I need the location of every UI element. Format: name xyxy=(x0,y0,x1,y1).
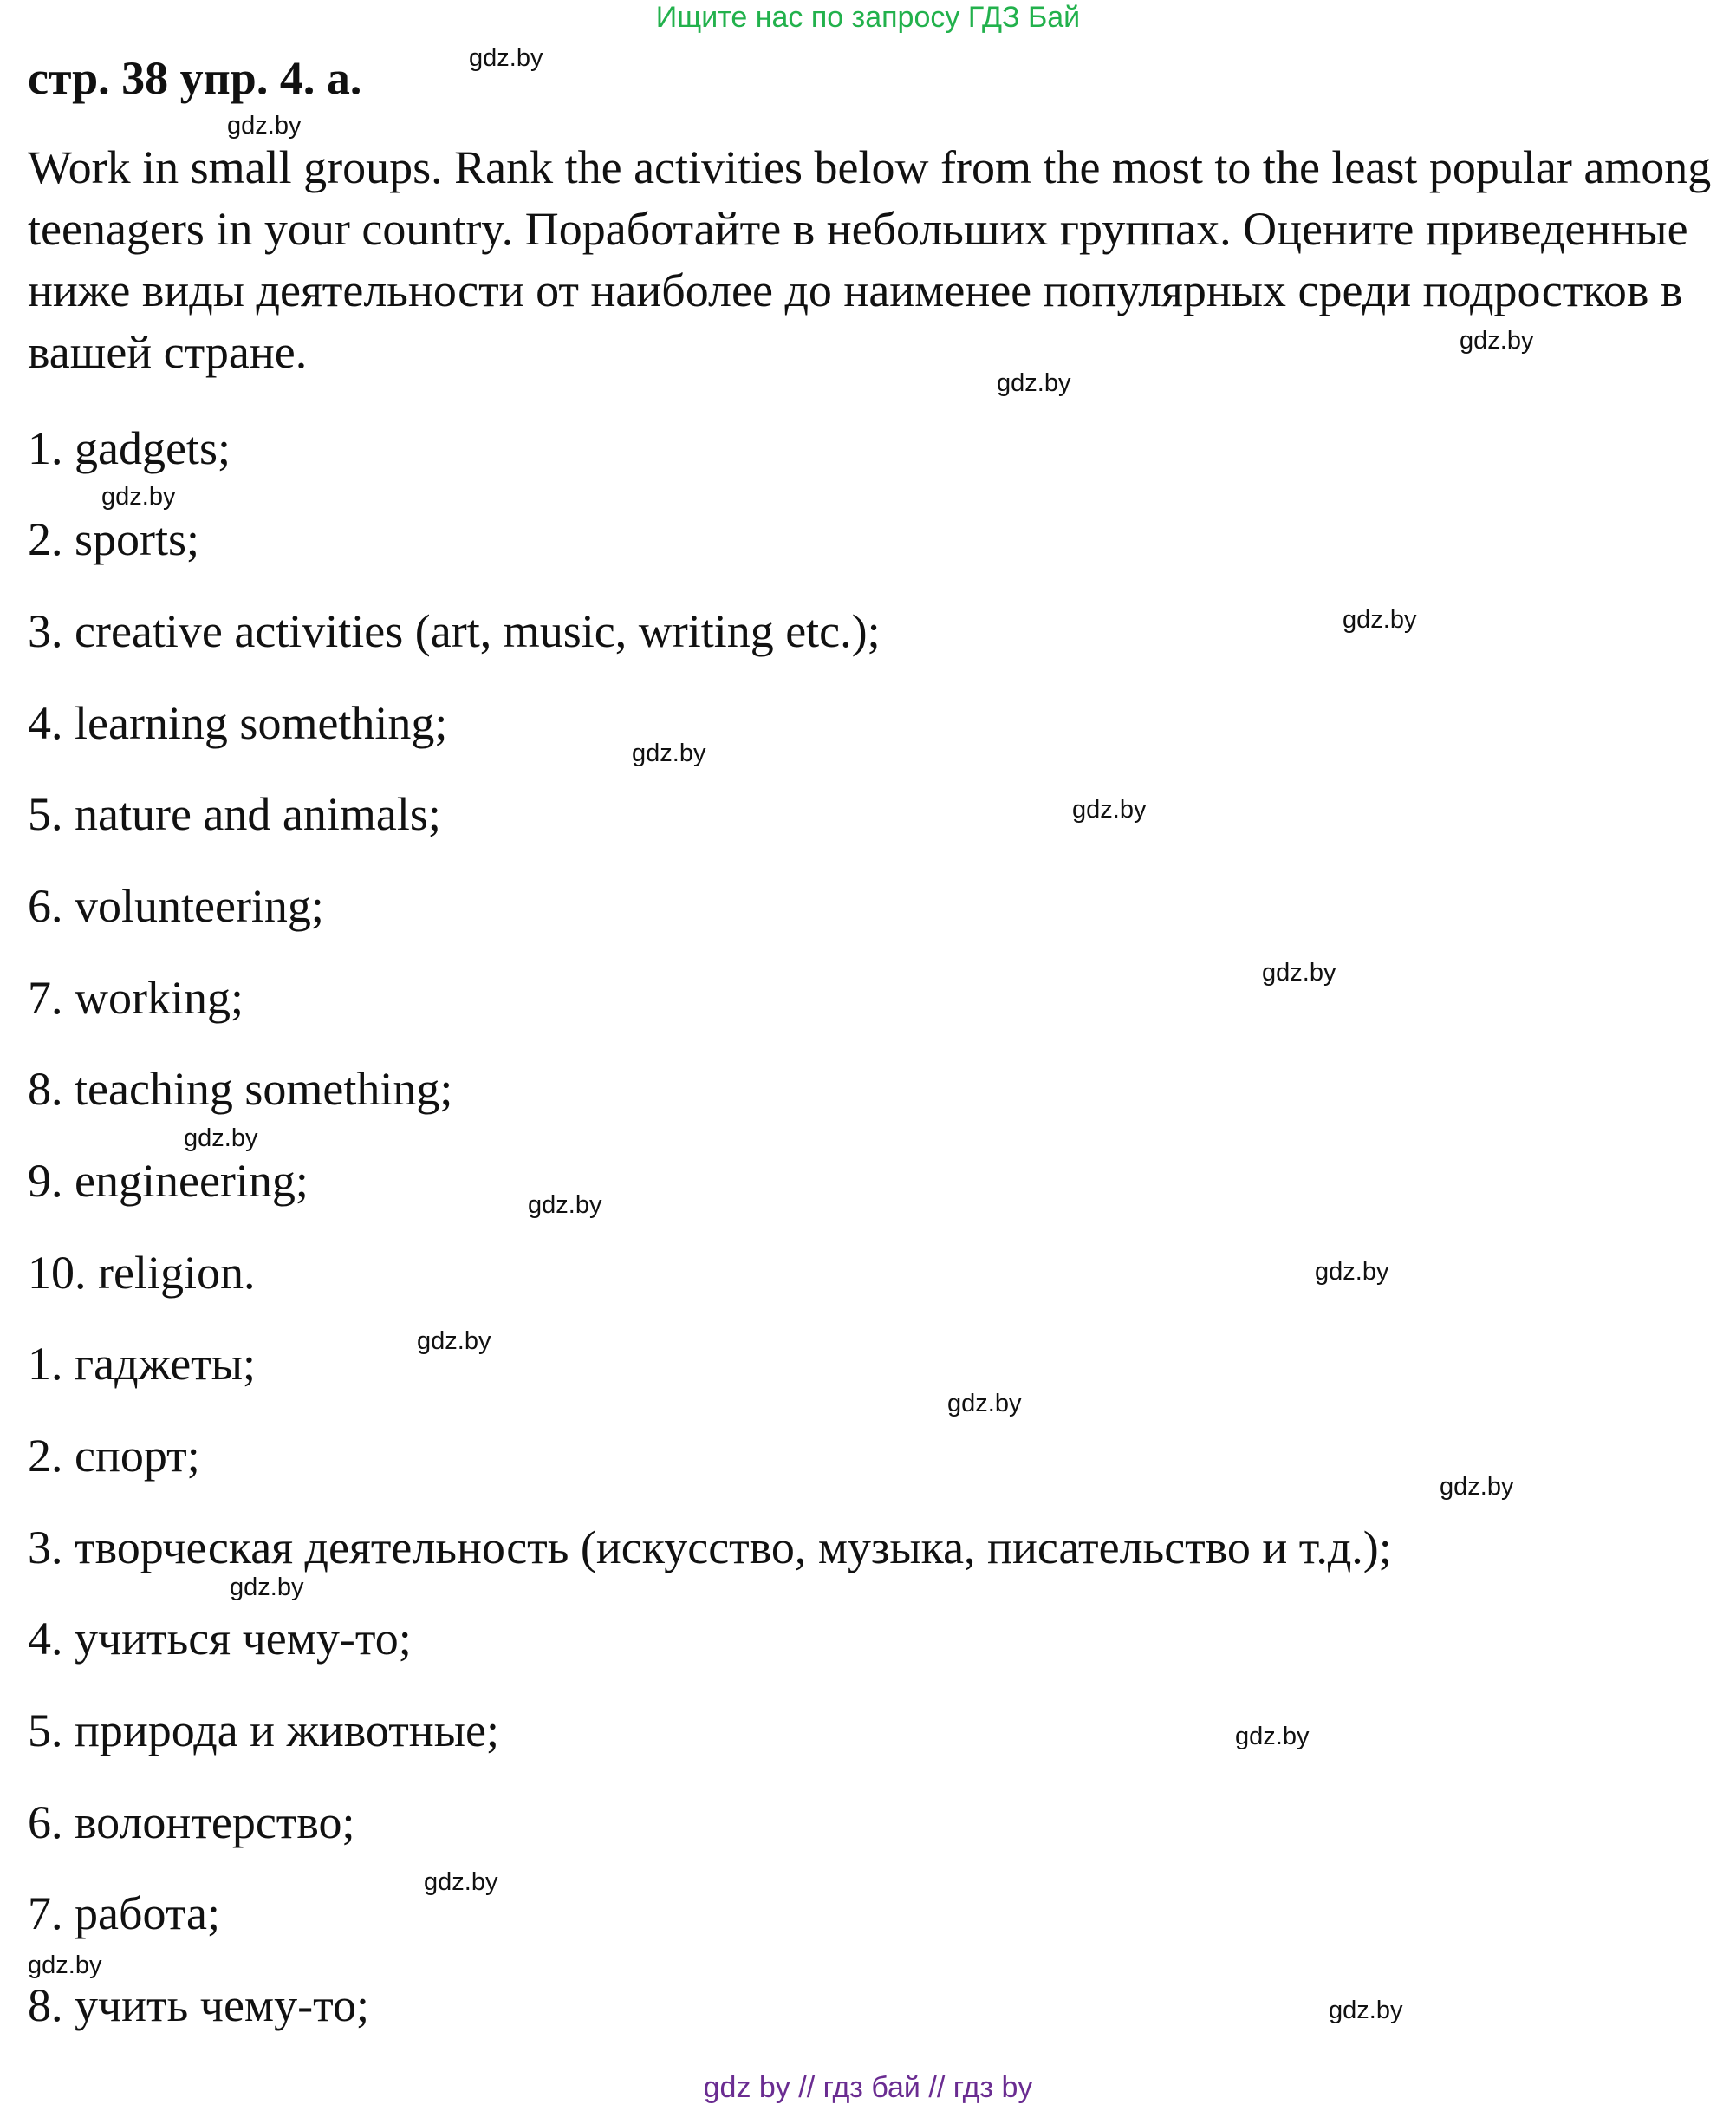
list-item: 7. работа; xyxy=(28,1887,220,1939)
list-item: 3. creative activities (art, music, writing etc.); xyxy=(28,605,881,657)
list-item: 6. volunteering; xyxy=(28,880,324,932)
top-banner: Ищите нас по запросу ГДЗ Бай xyxy=(655,1,1081,34)
watermark: gdz.by xyxy=(1343,606,1417,634)
watermark: gdz.by xyxy=(28,1951,102,1979)
list-item: 5. природа и животные; xyxy=(28,1704,499,1756)
watermark: gdz.by xyxy=(184,1124,258,1152)
list-item: 5. nature and animals; xyxy=(28,788,441,840)
watermark: gdz.by xyxy=(528,1191,602,1219)
watermark: gdz.by xyxy=(1440,1473,1514,1501)
watermark: gdz.by xyxy=(1072,796,1147,824)
watermark: gdz.by xyxy=(1235,1723,1310,1750)
watermark: gdz.by xyxy=(227,112,302,140)
list-item: 10. religion. xyxy=(28,1247,256,1299)
watermark: gdz.by xyxy=(1460,327,1534,355)
list-item: 2. sports; xyxy=(28,513,200,565)
list-item: 1. gadgets; xyxy=(28,422,231,474)
list-item: 9. engineering; xyxy=(28,1155,309,1207)
list-item: 2. спорт; xyxy=(28,1430,200,1482)
list-item: 6. волонтерство; xyxy=(28,1796,355,1848)
list-item: 1. гаджеты; xyxy=(28,1338,257,1390)
watermark: gdz.by xyxy=(632,740,706,767)
list-item: 7. working; xyxy=(28,972,244,1024)
list-item: 3. творческая деятельность (искусство, музыка, писательство и т.д.); xyxy=(28,1521,1392,1573)
watermark: gdz.by xyxy=(230,1573,304,1601)
watermark: gdz.by xyxy=(101,483,176,511)
watermark: gdz.by xyxy=(1262,959,1336,987)
watermark: gdz.by xyxy=(469,44,543,72)
watermark: gdz.by xyxy=(1315,1258,1389,1286)
watermark: gdz.by xyxy=(997,369,1071,397)
watermark: gdz.by xyxy=(424,1868,498,1896)
watermark: gdz.by xyxy=(1329,1997,1403,2024)
list-item: 8. teaching something; xyxy=(28,1063,453,1115)
watermark: gdz.by xyxy=(417,1327,491,1355)
list-item: 4. learning something; xyxy=(28,697,448,749)
watermark: gdz.by xyxy=(947,1390,1022,1417)
list-item: 4. учиться чему-то; xyxy=(28,1613,412,1665)
list-item: 8. учить чему-то; xyxy=(28,1979,369,2031)
footer-text: gdz by // гдз бай // гдз by xyxy=(703,2071,1033,2104)
page-title: стр. 38 упр. 4. а. xyxy=(28,52,362,104)
task-text: Work in small groups. Rank the activities below from the most to the least popular among teenagers in your country. Поработайте в небольших группах. Оцените приведенные ниже виды деятельности от наиболее до наименее популярных среди подростков в вашей стране. xyxy=(28,141,1712,378)
